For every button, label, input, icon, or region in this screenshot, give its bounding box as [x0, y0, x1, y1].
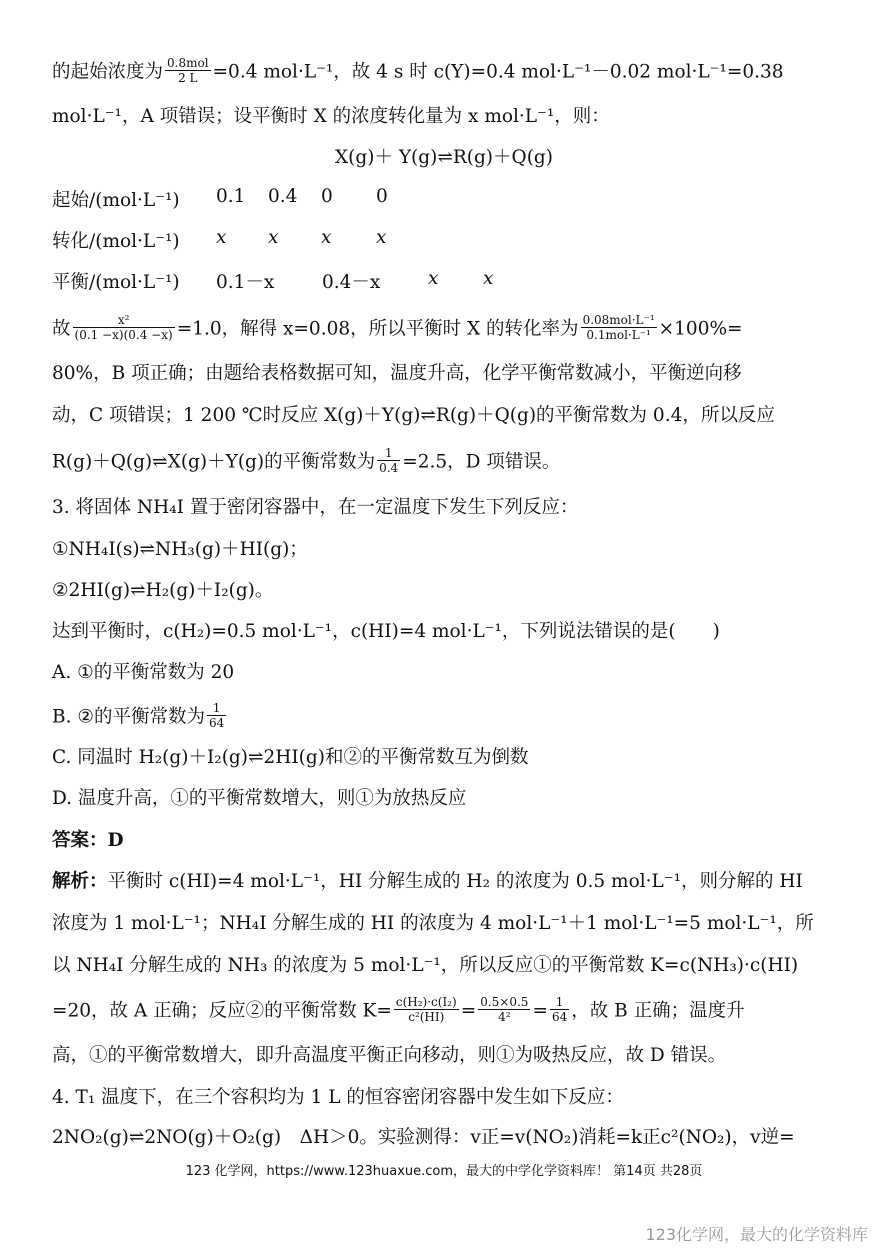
text-segment: B. ②的平衡常数为 [52, 706, 205, 728]
fraction-denominator: 4² [498, 1010, 511, 1024]
text-line-2: mol·L⁻¹，A 项错误；设平衡时 X 的浓度转化量为 x mol·L⁻¹，则： [52, 106, 610, 127]
cell-eq-y: 0.4－x [322, 272, 381, 293]
cell-start-x: 0.1 [216, 186, 246, 207]
row-label-equilibrium: 平衡/(mol·L⁻¹) [52, 272, 180, 293]
text-segment: R(g)＋Q(g)⇌X(g)＋Y(g)的平衡常数为 [52, 451, 376, 473]
text-line-10 [52, 448, 848, 477]
cell-start-r: 0 [321, 186, 333, 207]
cell-eq-r: x [428, 268, 439, 289]
row-label-start: 起始/(mol·L⁻¹) [52, 190, 180, 211]
text-line-9: 动，C 项错误；1 200 ℃时反应 X(g)＋Y(g)⇌R(g)＋Q(g)的平衡常数为 0.4，所以反应 [52, 405, 775, 426]
question-4-reaction: 2NO₂(g)⇌2NO(g)＋O₂(g) ΔH＞0。实验测得：v正=v(NO₂)消耗=k正c²(NO₂)，v逆= [52, 1127, 795, 1148]
text-segment: =1.0，解得 x=0.08，所以平衡时 X 的转化率为 [176, 318, 579, 340]
fraction-numerator: 1 [207, 701, 226, 716]
option-c: C. 同温时 H₂(g)＋I₂(g)⇌2HI(g)和②的平衡常数互为倒数 [52, 747, 529, 768]
fraction-denominator: 64 [551, 1010, 568, 1024]
explanation-line-2: 浓度为 1 mol·L⁻¹；NH₄I 分解生成的 HI 的浓度为 4 mol·L⁻¹＋1 mol·L⁻¹=5 mol·L⁻¹，所 [52, 913, 814, 934]
text-segment: 故 [52, 318, 71, 340]
text-segment: ×100%= [658, 318, 743, 340]
cell-start-q: 0 [376, 186, 388, 207]
fraction-denominator: 64 [208, 716, 225, 730]
text-line-7 [52, 315, 848, 344]
explanation-line-5: 高，①的平衡常数增大，即升高温度平衡正向移动，则①为吸热反应，故 D 错误。 [52, 1045, 727, 1066]
text-segment: 平衡时 c(HI)=4 mol·L⁻¹，HI 分解生成的 H₂ 的浓度为 0.5 mol·L⁻¹，则分解的 HI [107, 871, 803, 892]
fraction-numerator: x² [73, 313, 175, 328]
text-segment: = [532, 1000, 548, 1022]
answer-value: D [107, 830, 124, 851]
row-label-change: 转化/(mol·L⁻¹) [52, 231, 180, 252]
fraction-denominator: c²(HI) [408, 1010, 445, 1024]
fraction-numerator: 1 [377, 446, 400, 461]
cell-change-r: x [321, 227, 332, 248]
text-line-1 [52, 58, 848, 87]
fraction-denominator: 2 L [178, 71, 198, 85]
text-segment: ，故 B 正确；温度升 [571, 1000, 745, 1022]
cell-change-y: x [268, 227, 279, 248]
explanation-label: 解析： [52, 871, 108, 892]
option-a: A. ①的平衡常数为 20 [52, 662, 235, 683]
question-3-stem: 3. 将固体 NH₄I 置于密闭容器中，在一定温度下发生下列反应： [52, 497, 579, 518]
fraction-denominator: (0.1 −x)(0.4 −x) [74, 328, 173, 342]
fraction [165, 56, 211, 85]
fraction-numerator: 0.08mol·L⁻¹ [582, 313, 655, 327]
cell-change-q: x [376, 227, 387, 248]
reaction-1: ①NH₄I(s)⇌NH₃(g)＋HI(g)； [52, 539, 308, 560]
text-segment: =20，故 A 正确；反应②的平衡常数 K= [52, 1000, 392, 1022]
text-segment: =0.4 mol·L⁻¹，故 4 s 时 c(Y)=0.4 mol·L⁻¹－0.02 mol·L⁻¹=0.38 [212, 61, 784, 83]
question-3-condition: 达到平衡时，c(H₂)=0.5 mol·L⁻¹，c(HI)=4 mol·L⁻¹，下列说法错误的是( ) [52, 621, 720, 642]
fraction [377, 446, 400, 475]
explanation-line-4 [52, 997, 848, 1026]
fraction-denominator: 0.4 [379, 461, 399, 475]
fraction [581, 313, 657, 342]
text-segment: = [460, 1000, 477, 1022]
text-segment: 的起始浓度为 [52, 61, 164, 83]
question-4-stem: 4. T₁ 温度下，在三个容积均为 1 L 的恒容密闭容器中发生如下反应： [52, 1087, 624, 1108]
fraction-numerator: 1 [550, 995, 569, 1010]
fraction-numerator: 0.8mol [167, 56, 209, 70]
fraction [550, 995, 569, 1024]
fraction-numerator: c(H₂)·c(I₂) [395, 995, 457, 1009]
answer-label: 答案： [52, 830, 108, 851]
explanation-line-1 [52, 869, 848, 895]
option-d: D. 温度升高，①的平衡常数增大，则①为放热反应 [52, 788, 467, 809]
explanation-line-3: 以 NH₄I 分解生成的 NH₃ 的浓度为 5 mol·L⁻¹，所以反应①的平衡常数 K=c(NH₃)·c(HI) [52, 955, 799, 976]
answer-line [52, 828, 848, 854]
reaction-2: ②2HI(g)⇌H₂(g)＋I₂(g)。 [52, 580, 274, 601]
option-b [52, 703, 848, 732]
fraction [394, 995, 459, 1024]
cell-eq-x: 0.1－x [216, 272, 275, 293]
fraction-denominator: 0.1mol·L⁻¹ [586, 328, 651, 342]
page-footer: 123 化学网，https://www.123huaxue.com，最大的中学化学资料库！ 第14页 共28页 [185, 1164, 703, 1179]
cell-start-y: 0.4 [268, 186, 298, 207]
fraction-numerator: 0.5×0.5 [480, 995, 529, 1009]
fraction [73, 313, 175, 342]
text-segment: =2.5，D 项错误。 [402, 451, 561, 473]
watermark: 123化学网，最大的化学资料库 [645, 1225, 868, 1244]
cell-change-x: x [216, 227, 227, 248]
text-line-8: 80%，B 项正确；由题给表格数据可知，温度升高，化学平衡常数减小，平衡逆向移 [52, 363, 742, 384]
fraction [207, 701, 226, 730]
fraction [478, 995, 530, 1024]
cell-eq-q: x [483, 268, 494, 289]
reaction-equation: X(g)＋ Y(g)⇌R(g)＋Q(g) [335, 147, 553, 168]
